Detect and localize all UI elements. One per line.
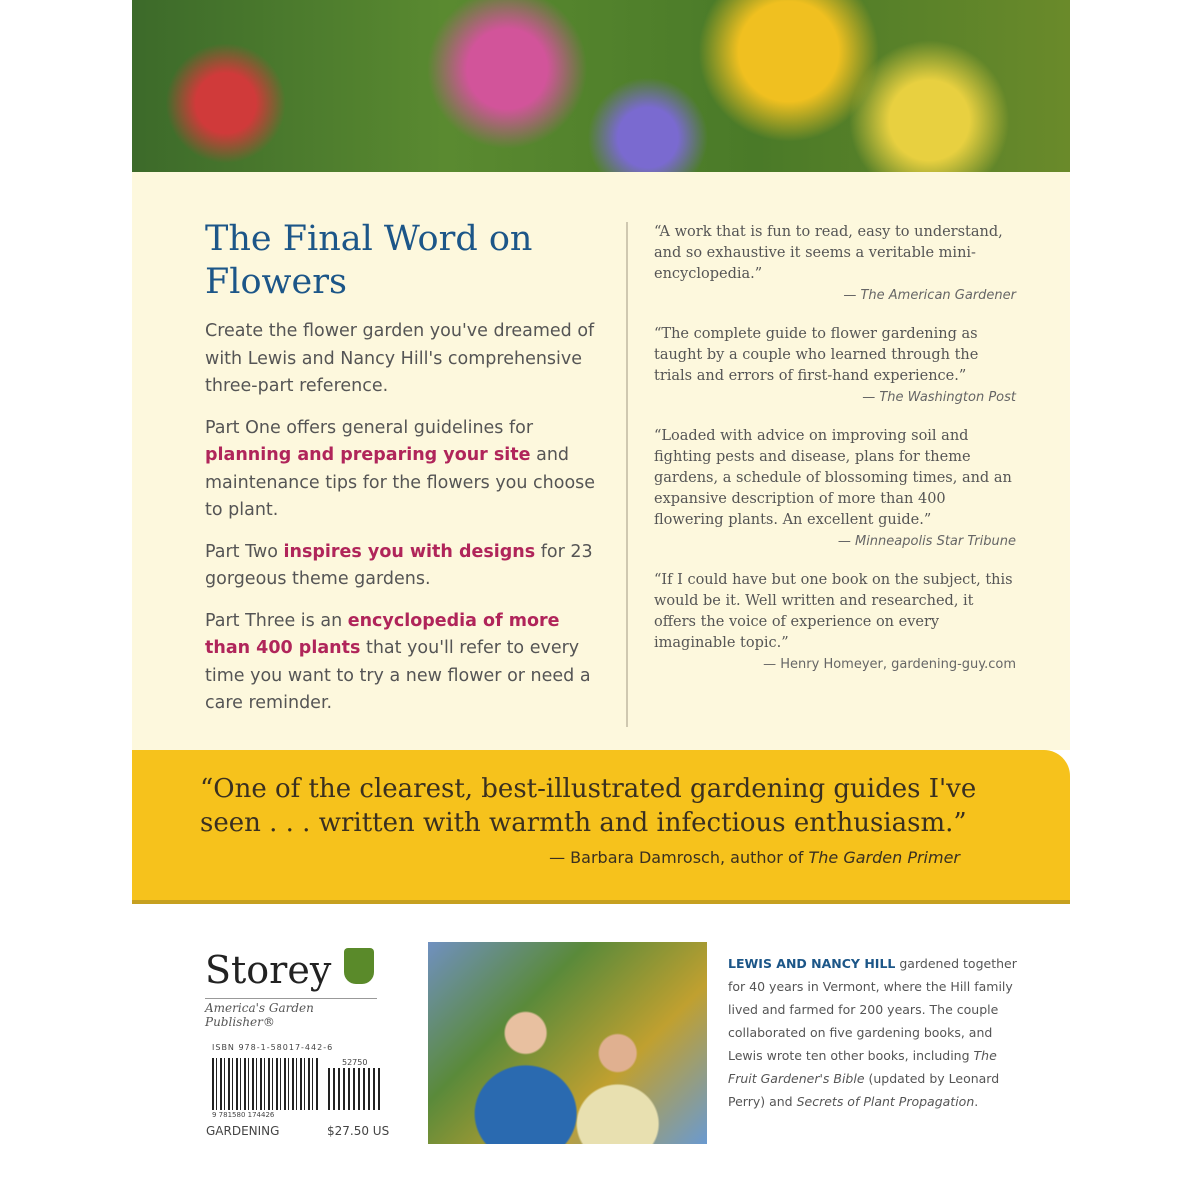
text: Part Two xyxy=(205,541,284,562)
text: (updated by Leonard Perry) and xyxy=(728,1071,1000,1109)
publisher-logo: Storey xyxy=(205,948,332,992)
author-bio xyxy=(728,952,1028,1113)
featured-quote-source xyxy=(549,848,960,867)
quote-source: — The Washington Post xyxy=(862,390,1016,405)
text: . xyxy=(974,1094,979,1109)
text: and maintenance tips for the flowers you choose to plant. xyxy=(205,445,596,520)
price-barcode xyxy=(328,1068,382,1110)
highlight: encyclopedia of more than 400 plants xyxy=(205,610,560,658)
book-title: The Fruit Gardener's Bible xyxy=(728,1048,997,1086)
text: that you'll refer to every time you want to try a new flower or need a care reminder. xyxy=(205,638,591,713)
review-quote xyxy=(654,324,1016,408)
quote-source: — Minneapolis Star Tribune xyxy=(837,534,1016,549)
category: GARDENING xyxy=(206,1124,280,1138)
barcode xyxy=(212,1058,318,1110)
quote-text: “If I could have but one book on the subject, this would be it. Well written and researched, it offers the voice of experience on every imaginable topic.” xyxy=(654,572,1013,651)
quote-source: — The American Gardener xyxy=(843,288,1016,303)
part-three xyxy=(205,608,605,718)
publisher-tagline: America's Garden Publisher® xyxy=(205,998,377,1029)
quote-text: “The complete guide to flower gardening as taught by a couple who learned through the trials and errors of first-hand experience.” xyxy=(654,326,979,384)
source-text: — Barbara Damrosch, author of xyxy=(549,848,809,867)
description xyxy=(205,318,605,732)
review-quotes xyxy=(654,222,1016,693)
book-back-cover xyxy=(132,0,1070,1200)
headline: The Final Word on Flowers xyxy=(205,219,533,302)
isbn: ISBN 978-1-58017-442-6 xyxy=(212,1043,334,1052)
review-quote xyxy=(654,222,1016,306)
source-title: The Garden Primer xyxy=(808,848,960,867)
featured-quote: “One of the clearest, best-illustrated gardening guides I've seen . . . written with warmth and infectious enthusiasm.” xyxy=(200,774,977,838)
highlight: inspires you with designs xyxy=(283,541,536,562)
author-photo xyxy=(428,942,707,1144)
review-quote xyxy=(654,426,1016,552)
price-code: 52750 xyxy=(342,1058,368,1067)
text: Part One offers general guidelines for xyxy=(205,417,534,438)
text: gardened together for 40 years in Vermont, where the Hill family lived and farmed for 200 years. The couple collaborated on five gardening books, and Lewis wrote ten other books, including xyxy=(728,956,1017,1063)
text: for 23 gorgeous theme gardens. xyxy=(205,541,593,589)
author-names: LEWIS AND NANCY HILL xyxy=(728,956,896,971)
quote-source: — Henry Homeyer, gardening-guy.com xyxy=(763,657,1016,672)
intro: Create the flower garden you've dreamed of with Lewis and Nancy Hill's comprehensive three-part reference. xyxy=(205,321,595,396)
highlight: planning and preparing your site xyxy=(205,445,531,465)
barcode-number: 9 781580 174426 xyxy=(212,1111,275,1119)
quote-text: “Loaded with advice on improving soil and fighting pests and disease, plans for theme gardens, a schedule of blossoming times, and an expansive description of more than 400 flowering plants. An excellent guide.” xyxy=(654,428,1012,528)
quote-text: “A work that is fun to read, easy to understand, and so exhaustive it seems a veritable mini-encyclopedia.” xyxy=(654,224,1003,282)
text: Part Three is an xyxy=(205,610,348,631)
book-title: Secrets of Plant Propagation xyxy=(796,1094,975,1109)
flowerpot-logo-icon xyxy=(344,948,374,984)
flower-garden-photo xyxy=(132,0,1070,172)
price: $27.50 US xyxy=(327,1124,390,1138)
part-one xyxy=(205,415,605,525)
review-quote xyxy=(654,570,1016,675)
divider xyxy=(626,222,628,727)
part-two xyxy=(205,539,605,594)
